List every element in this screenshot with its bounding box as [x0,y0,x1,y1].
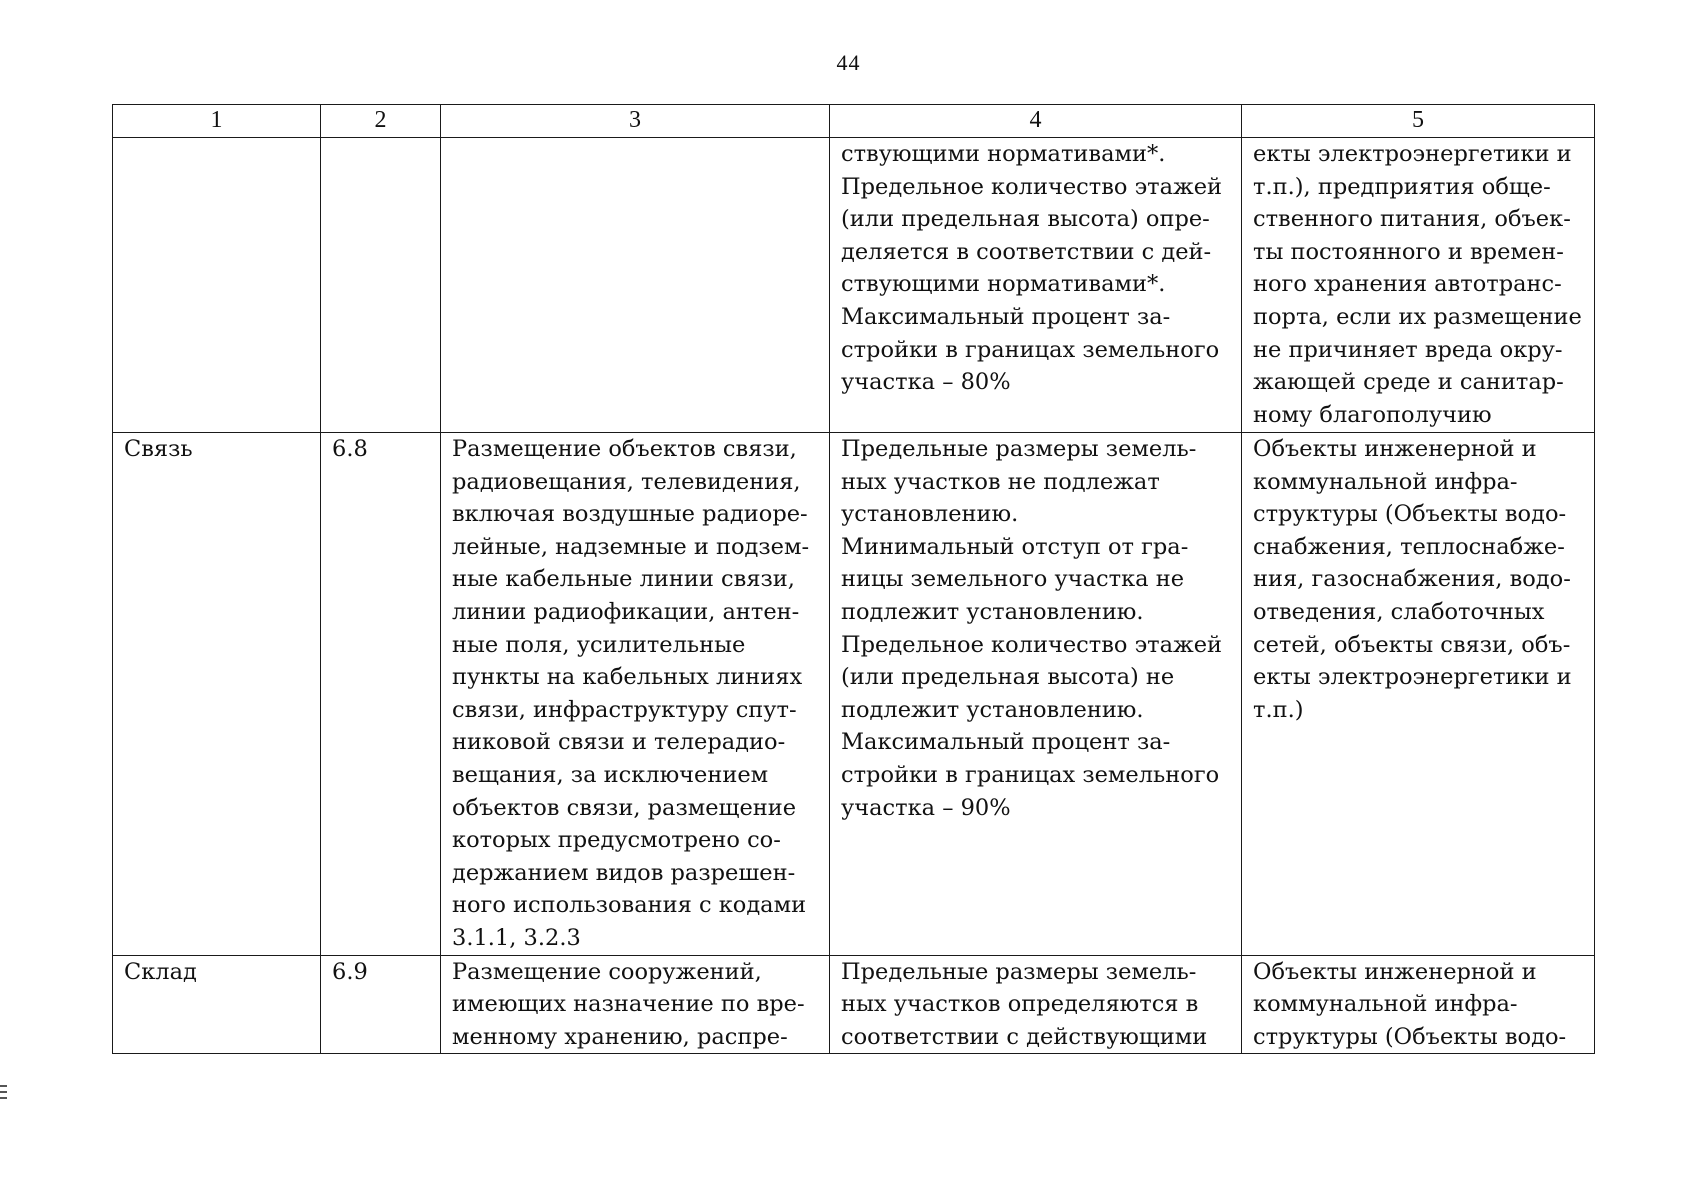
header-cell-5: 5 [1242,105,1595,138]
page-number: 44 [836,50,861,75]
auxiliary-uses-cell: екты электроэнергетики и т.п.), предприятия обще- ственного питания, объек- ты постоянного и времен- ного хранения автотранс- порта, если их размещение не причиняет вреда окру- жающей среде и санитар- ному благополучию [1242,138,1595,433]
use-type-description-cell: Размещение сооружений, имеющих назначение по вре- менному хранению, распре- [441,955,830,1054]
use-type-name-cell: Связь [113,433,321,956]
use-type-code-cell: 6.8 [321,433,441,956]
use-type-description-cell: Размещение объектов связи, радиовещания, телевидения, включая воздушные радиоре- лейные, надземные и подзем- ные кабельные линии связи, линии радиофикации, антен- ные поля, усилительные пункты на кабельных линиях связи, инфраструктуру спут- никовой связи и телерадио- вещания, за исключением объектов связи, размещение которых предусмотрено со- держанием видов разрешен- ного использования с кодами 3.1.1, 3.2.3 [441,433,830,956]
use-type-description-cell [441,138,830,433]
auxiliary-uses-cell: Объекты инженерной и коммунальной инфра- структуры (Объекты водо- снабжения, теплоснабже- ния, газоснабжения, водо- отведения, слаботочных сетей, объекты связи, объ- екты электроэнергетики и т.п.) [1242,433,1595,956]
table-header-row [113,105,1595,138]
use-type-name-cell [113,138,321,433]
header-cell-4: 4 [830,105,1242,138]
header-cell-1: 1 [113,105,321,138]
auxiliary-uses-cell: Объекты инженерной и коммунальной инфра- структуры (Объекты водо- [1242,955,1595,1054]
scan-margin-mark [0,1097,7,1099]
parameters-cell: ствующими нормативами*. Предельное количество этажей (или предельная высота) опре- деляется в соответствии с дей- ствующими нормативами*. Максимальный процент за- стройки в границах земельного участка – 80% [830,138,1242,433]
use-type-code-cell: 6.9 [321,955,441,1054]
scan-margin-mark [0,1085,7,1087]
parameters-cell: Предельные размеры земель- ных участков не подлежат установлению. Минимальный отступ от гра- ницы земельного участка не подлежит установлению. Предельное количество этажей (или предельная высота) не подлежит установлению. Максимальный процент за- стройки в границах земельного участка – 90% [830,433,1242,956]
header-cell-3: 3 [441,105,830,138]
use-type-code-cell [321,138,441,433]
table-row [113,955,1595,1054]
header-cell-2: 2 [321,105,441,138]
use-type-name-cell: Склад [113,955,321,1054]
scan-margin-mark [0,1091,7,1093]
zoning-regulations-table [112,104,1595,1054]
table-row [113,138,1595,433]
table-row [113,433,1595,956]
parameters-cell: Предельные размеры земель- ных участков определяются в соответствии с действующими [830,955,1242,1054]
